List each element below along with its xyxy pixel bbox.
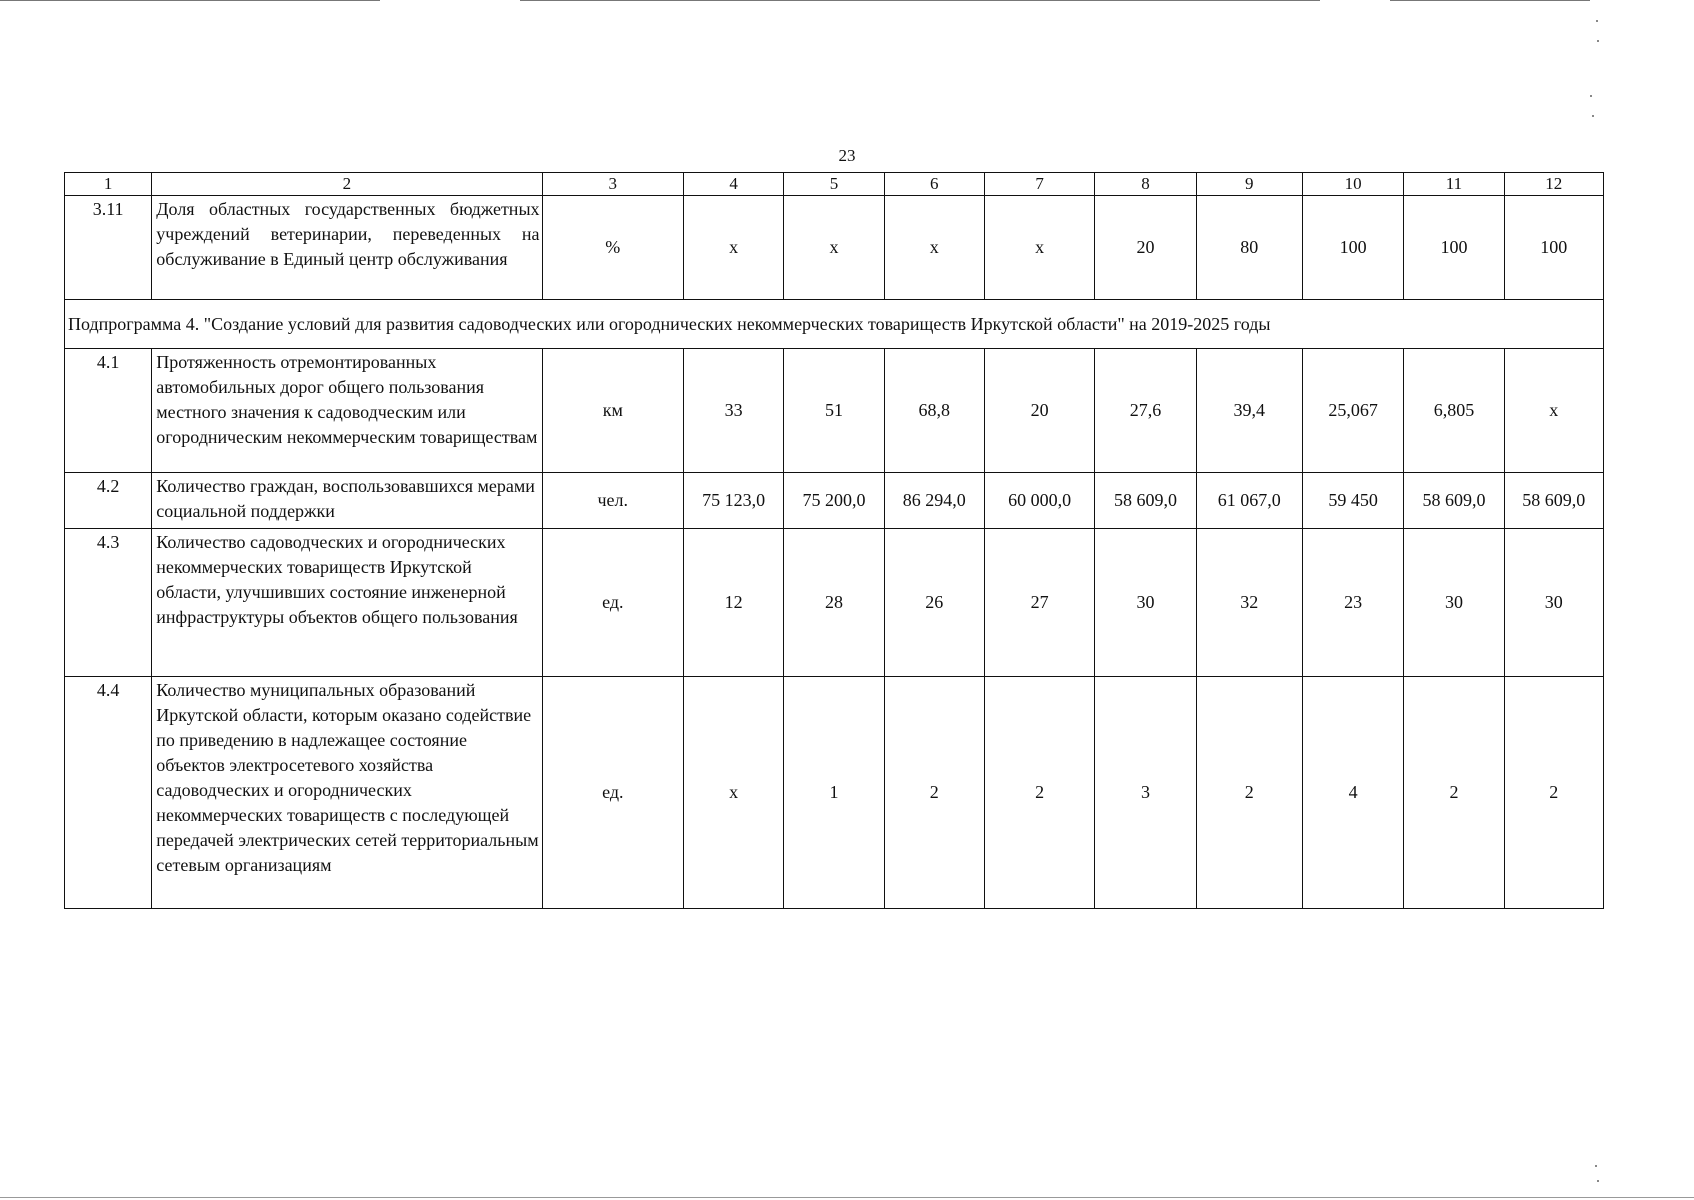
scan-speck <box>1597 1180 1599 1182</box>
value-cell: 100 <box>1504 196 1603 300</box>
value-cell: 60 000,0 <box>984 473 1094 529</box>
value-cell: 61 067,0 <box>1196 473 1302 529</box>
column-header-12: 12 <box>1504 173 1603 196</box>
page-number: 23 <box>838 146 856 165</box>
value-cell: 30 <box>1095 529 1196 677</box>
column-header-10: 10 <box>1302 173 1403 196</box>
value-cell: 75 200,0 <box>784 473 884 529</box>
value-cell: 3 <box>1095 677 1196 909</box>
table-row <box>65 196 1604 300</box>
value-cell: 80 <box>1196 196 1302 300</box>
value-cell: 68,8 <box>884 349 984 473</box>
column-header-1: 1 <box>65 173 152 196</box>
value-cell: 58 609,0 <box>1404 473 1504 529</box>
value-cell: 2 <box>884 677 984 909</box>
column-header-9: 9 <box>1196 173 1302 196</box>
value-cell: 39,4 <box>1196 349 1302 473</box>
column-header-3: 3 <box>542 173 683 196</box>
value-cell: 12 <box>684 529 784 677</box>
indicator-name: Количество муниципальных образований Иркутской области, которым оказано содействие по приведению в надлежащее состояние объектов электросетевого хозяйства садоводческих и огороднических некоммерческих товариществ с последующей передачей электрических сетей территориальным сетевым организациям <box>152 677 542 909</box>
value-cell: 1 <box>784 677 884 909</box>
table-row <box>65 473 1604 529</box>
value-cell: 27,6 <box>1095 349 1196 473</box>
value-cell: х <box>984 196 1094 300</box>
value-cell: 30 <box>1404 529 1504 677</box>
value-cell: 26 <box>884 529 984 677</box>
column-header-2: 2 <box>152 173 542 196</box>
column-header-6: 6 <box>884 173 984 196</box>
scan-edge-line-bottom <box>0 1197 1694 1198</box>
indicator-name: Доля областных государственных бюджетных учреждений ветеринарии, переведенных на обслуживание в Единый центр обслуживания <box>152 196 542 300</box>
indicator-name: Количество садоводческих и огороднических некоммерческих товариществ Иркутской области, улучшивших состояние инженерной инфраструктуры объектов общего пользования <box>152 529 542 677</box>
value-cell: х <box>1504 349 1603 473</box>
value-cell: 51 <box>784 349 884 473</box>
value-cell: 32 <box>1196 529 1302 677</box>
value-cell: 2 <box>1404 677 1504 909</box>
value-cell: 6,805 <box>1404 349 1504 473</box>
scan-edge-line-top-right <box>1390 0 1590 1</box>
row-number: 4.1 <box>65 349 152 473</box>
scan-speck <box>1595 1165 1597 1167</box>
unit-of-measure: ед. <box>542 677 683 909</box>
row-number: 4.4 <box>65 677 152 909</box>
table-row <box>65 529 1604 677</box>
subprogram-row <box>65 300 1604 349</box>
column-header-4: 4 <box>684 173 784 196</box>
value-cell: 33 <box>684 349 784 473</box>
column-header-7: 7 <box>984 173 1094 196</box>
value-cell: 2 <box>1196 677 1302 909</box>
value-cell: 100 <box>1404 196 1504 300</box>
indicator-name: Протяженность отремонтированных автомобильных дорог общего пользования местного значения к садоводческим или огородническим некоммерческим товариществам <box>152 349 542 473</box>
scan-edge-line-top-middle <box>520 0 1320 1</box>
scan-edge-line-top-left <box>0 0 380 1</box>
row-number: 4.2 <box>65 473 152 529</box>
table-body <box>65 173 1604 909</box>
value-cell: 2 <box>1504 677 1603 909</box>
value-cell: х <box>684 677 784 909</box>
column-header-8: 8 <box>1095 173 1196 196</box>
unit-of-measure: ед. <box>542 529 683 677</box>
unit-of-measure: чел. <box>542 473 683 529</box>
value-cell: 75 123,0 <box>684 473 784 529</box>
unit-of-measure: км <box>542 349 683 473</box>
value-cell: 58 609,0 <box>1504 473 1603 529</box>
value-cell: 25,067 <box>1302 349 1403 473</box>
scan-speck <box>1592 115 1594 117</box>
scan-speck <box>1596 20 1598 22</box>
value-cell: 4 <box>1302 677 1403 909</box>
value-cell: 59 450 <box>1302 473 1403 529</box>
subprogram-title: Подпрограмма 4. "Создание условий для развития садоводческих или огороднических некоммерческих товариществ Иркутской области" на 2019-2025 годы <box>65 300 1604 349</box>
table-row <box>65 677 1604 909</box>
header-row <box>65 173 1604 196</box>
indicator-name: Количество граждан, воспользовавшихся мерами социальной поддержки <box>152 473 542 529</box>
row-number: 3.11 <box>65 196 152 300</box>
value-cell: 2 <box>984 677 1094 909</box>
value-cell: 20 <box>984 349 1094 473</box>
scan-speck <box>1597 40 1599 42</box>
value-cell: 28 <box>784 529 884 677</box>
scan-speck <box>1590 95 1592 97</box>
column-header-5: 5 <box>784 173 884 196</box>
unit-of-measure: % <box>542 196 683 300</box>
column-header-11: 11 <box>1404 173 1504 196</box>
value-cell: 30 <box>1504 529 1603 677</box>
indicators-table <box>64 172 1604 909</box>
value-cell: х <box>684 196 784 300</box>
value-cell: 58 609,0 <box>1095 473 1196 529</box>
value-cell: х <box>784 196 884 300</box>
value-cell: 27 <box>984 529 1094 677</box>
value-cell: 20 <box>1095 196 1196 300</box>
value-cell: 23 <box>1302 529 1403 677</box>
row-number: 4.3 <box>65 529 152 677</box>
value-cell: х <box>884 196 984 300</box>
value-cell: 100 <box>1302 196 1403 300</box>
value-cell: 86 294,0 <box>884 473 984 529</box>
table-row <box>65 349 1604 473</box>
